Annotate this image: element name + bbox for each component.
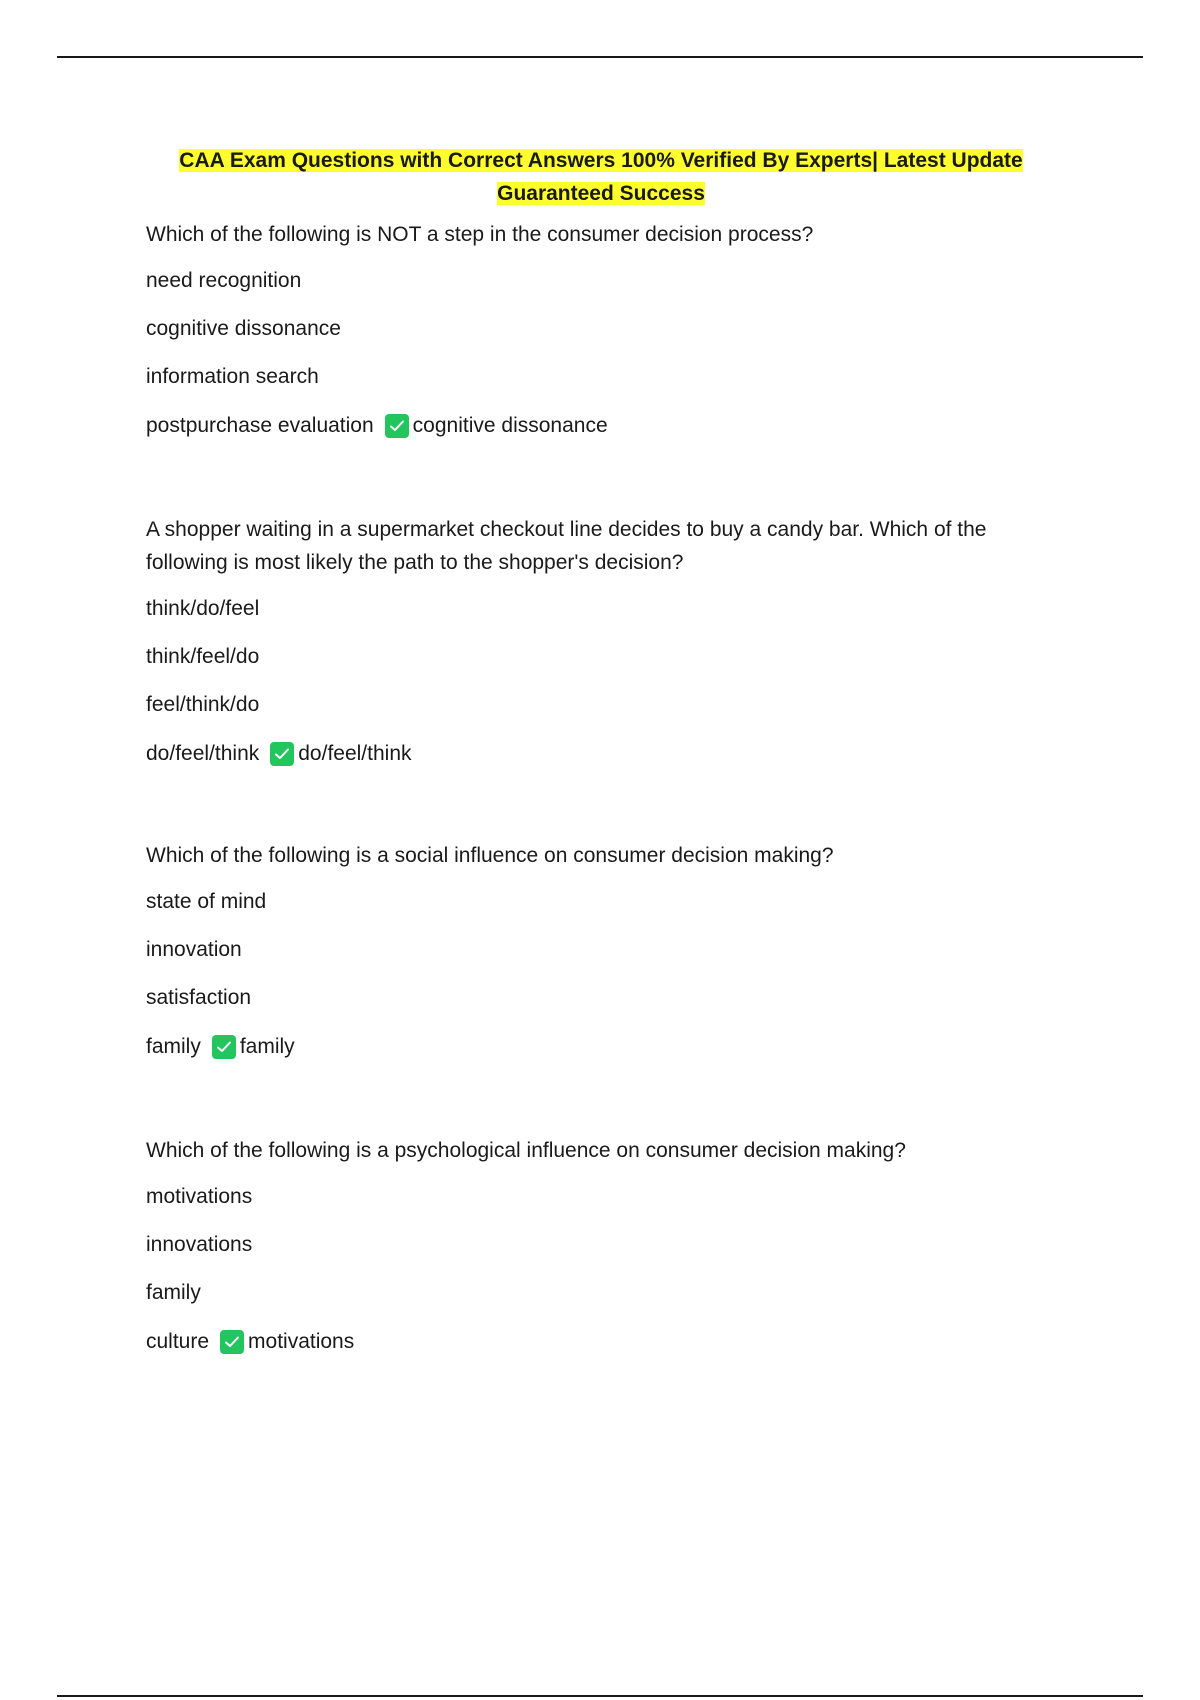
check-box-icon — [270, 742, 294, 766]
check-box-icon — [385, 414, 409, 438]
answer-option: think/do/feel — [146, 597, 260, 620]
answer-option: need recognition — [146, 269, 302, 292]
correct-answer: motivations — [248, 1330, 355, 1353]
answer-option: culture — [146, 1330, 210, 1353]
footer-rule — [57, 1695, 1143, 1697]
correct-answer: cognitive dissonance — [412, 414, 608, 437]
check-box-icon — [220, 1330, 244, 1354]
answer-option: do/feel/think — [146, 742, 260, 765]
answer-option: feel/think/do — [146, 693, 260, 716]
answer-option: satisfaction — [146, 986, 252, 1009]
answer-option-with-answer — [146, 411, 1056, 441]
title-line-2: Guaranteed Success — [497, 182, 705, 205]
question-text: A shopper waiting in a supermarket checkout line decides to buy a candy bar. Which of the following is most likely the path to the shopper's decision? — [146, 518, 987, 574]
title-line-1: CAA Exam Questions with Correct Answers 100% Verified By Experts| Latest Update — [179, 149, 1023, 172]
answer-option: cognitive dissonance — [146, 317, 341, 340]
answer-option: motivations — [146, 1185, 253, 1208]
answer-option: family — [146, 1035, 201, 1058]
answer-option: innovations — [146, 1233, 253, 1256]
answer-option-with-answer — [146, 1327, 1056, 1357]
answer-option: information search — [146, 365, 319, 388]
answer-option: postpurchase evaluation — [146, 414, 374, 437]
question-block — [146, 839, 1056, 1062]
answer-option: innovation — [146, 938, 242, 961]
question-text: Which of the following is a psychological influence on consumer decision making? — [146, 1139, 906, 1162]
question-text: Which of the following is a social influence on consumer decision making? — [146, 844, 834, 867]
question-block — [146, 513, 1056, 769]
document-title — [146, 144, 1056, 210]
answer-option: think/feel/do — [146, 645, 260, 668]
document-body — [146, 144, 1056, 1357]
correct-answer: family — [239, 1035, 295, 1058]
answer-option: family — [146, 1281, 201, 1304]
header-rule — [57, 56, 1143, 58]
answer-option-with-answer — [146, 1032, 1056, 1062]
answer-option: state of mind — [146, 890, 267, 913]
correct-answer: do/feel/think — [298, 742, 412, 765]
question-block — [146, 218, 1056, 441]
question-text: Which of the following is NOT a step in the consumer decision process? — [146, 223, 814, 246]
check-box-icon — [212, 1035, 236, 1059]
question-block — [146, 1134, 1056, 1357]
answer-option-with-answer — [146, 739, 1056, 769]
